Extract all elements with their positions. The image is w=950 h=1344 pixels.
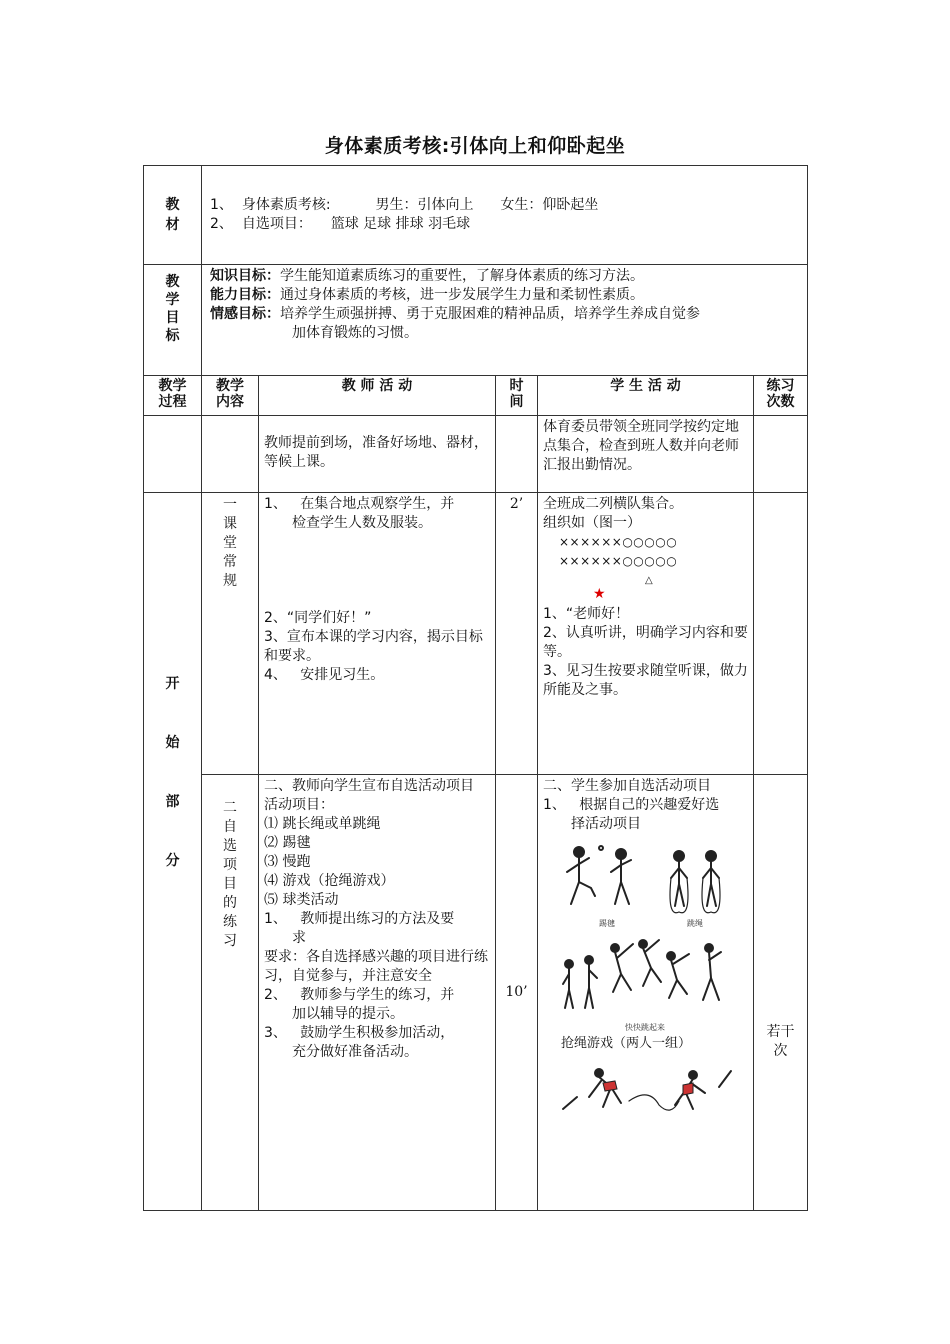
elective-time: 10’ [496,775,538,1211]
routine-teacher: 1、 在集合地点观察学生，并 检查学生人数及服装。 2、“同学们好！” 3、宣布本课的学习内容，揭示目标和要求。 4、 安排见习生。 [259,493,496,775]
header-reps: 练习次数 [754,376,808,416]
elective-content: 二自选项目的练习 [202,775,259,1211]
routine-student: 全班成二列横队集合。 组织如（图一） ××××××○○○○○ ××××××○○○○○ △ ★ 1、“老师好！ 2、认真听讲，明确学习内容和要等。 3、见习生按要求随堂听课，做力所能及之事。 [538,493,754,775]
triangle-icon: △ [645,575,653,586]
header-process: 教学过程 [144,376,202,416]
goal-knowledge: 知识目标：学生能知道素质练习的重要性，了解身体素质的练习方法。 [210,268,644,284]
caption-jump: 快快跳起来 [625,1023,665,1032]
goal-emotion-cont: 加体育锻炼的习惯。 [292,325,418,341]
caption-kick: 踢毽 [599,919,615,928]
rope-game-illustration [559,1057,739,1123]
game-caption: 抢绳游戏（两人一组） [561,1036,692,1051]
material-line-1: 1、 身体素质考核: 男生：引体向上 女生：仰卧起坐 [210,197,599,213]
material-label: 教材 [144,166,202,265]
elective-teacher: 二、教师向学生宣布自选活动项目 活动项目： ⑴ 跳长绳或单跳绳 ⑵ 踢毽 ⑶ 慢跑 ⑷ 游戏（抢绳游戏） ⑸ 球类活动 1、 教师提出练习的方法及要 求 要求：各自选择感兴趣的项目进行练习，自觉参与，并注意安全 2、 教师参与学生的练习，并 加以辅导的提示。 3、 鼓励学生积极参加活动， 充分做好准备活动。 [259,775,496,1211]
prep-student: 体育委员带领全班同学按约定地点集合，检查到班人数并向老师汇报出勤情况。 [538,416,754,493]
header-teacher: 教 师 活 动 [259,376,496,416]
prep-teacher: 教师提前到场，准备好场地、器材，等候上课。 [259,416,496,493]
header-time: 时间 [496,376,538,416]
material-line-2: 2、 自选项目： 篮球 足球 排球 羽毛球 [210,216,471,232]
formation-rank-1: ××××××○○○○○ [559,535,678,549]
kick-and-skip-illustration [559,838,739,930]
caption-skip: 跳绳 [687,919,703,928]
section-label: 开始部分 [144,493,202,1211]
elective-row [144,775,808,1211]
jumping-illustration [559,934,739,1034]
formation-diagram [543,533,748,605]
material-content [202,166,808,265]
page-title: 身体素质考核:引体向上和仰卧起坐 [324,135,626,157]
prep-row [144,416,808,493]
goals-label: 教学目标 [144,265,202,376]
routine-time: 2’ [496,493,538,775]
elective-reps: 若干次 [754,775,808,1211]
header-row [144,376,808,416]
goal-emotion: 情感目标：培养学生顽强拼搏、勇于克服困难的精神品质，培养学生养成自觉参 [210,306,700,322]
header-student: 学 生 活 动 [538,376,754,416]
lesson-plan-table [143,165,808,1211]
formation-rank-2: ××××××○○○○○ [559,554,678,568]
routine-row [144,493,808,775]
routine-content: 一课堂常规 [202,493,259,775]
elective-student: 二、学生参加自选活动项目 1、 根据自己的兴趣爱好选 择活动项目 踢毽 跳绳 快快跳起来 抢绳游戏（两人一组） [538,775,754,1211]
star-icon: ★ [593,586,606,602]
goals-content [202,265,808,376]
goals-row [144,265,808,376]
goal-ability: 能力目标：通过身体素质的考核，进一步发展学生力量和柔韧性素质。 [210,287,644,303]
header-content: 教学内容 [202,376,259,416]
material-row [144,166,808,265]
